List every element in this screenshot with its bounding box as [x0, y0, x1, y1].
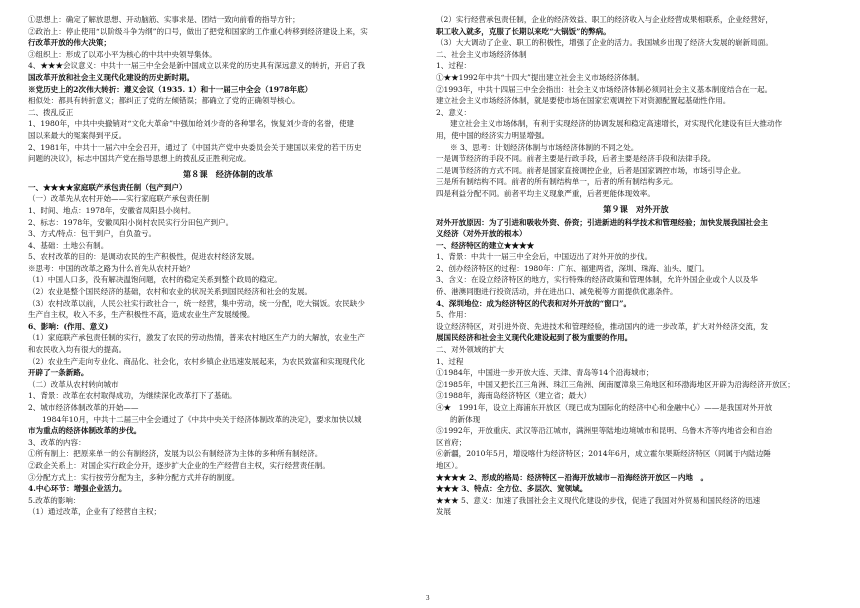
text-line: 国改革开放和社会主义现代化建设的历史新时期。 — [28, 72, 195, 82]
text-line: ③分配方式上：实行按劳分配为主，多种分配方式并存的制度。 — [28, 472, 240, 482]
text-line: ⑥新疆，2010年5月，增设喀什为经济特区；2014年6月，成立霍尔果斯经济特区（同属于内陆边陲 — [436, 449, 771, 459]
text-line: 一是调节经济的手段不同。前者主要是行政手段，后者主要是经济手段和法律手段。 — [436, 154, 716, 164]
text-line: 4、★★★会议意义：中共十一届三中全会是新中国成立以来党的历史具有深远意义的转折，开启了我 — [28, 61, 365, 71]
text-line: 1、时间、地点：1978年，安徽省凤阳县小岗村。 — [28, 205, 196, 215]
page-number: 3 — [426, 594, 430, 602]
text-line: 国以来最大的冤案得到平反。 — [28, 130, 127, 140]
text-line: ①1984年，中国进一步开放大连、天津、青岛等14个沿海城市； — [436, 368, 654, 378]
text-line: 的新体现 — [450, 414, 481, 424]
text-line: （2）农业是整个国民经济的基础，农村和农业的状况关系到国民经济和社会的发展。 — [28, 287, 313, 297]
text-line: ①思想上：确定了解放思想、开动脑筋、实事求是、团结一致向前看的指导方针； — [28, 15, 300, 24]
text-line: 5、作用： — [436, 310, 471, 320]
text-line: ①所有制上：把原来单一的公有制经济，发展为以公有制经济为主体的多种所有制经济。 — [28, 449, 323, 459]
text-line: 1、1980年，中共中央撤销对“文化大革命”中强加给刘少奇的各种罪名，恢复刘少奇的名誉，使建 — [28, 119, 355, 129]
text-line: 2、意义： — [436, 107, 471, 117]
text-line: 建立社会主义市场体制，有利于实现经济的协调发展和稳定高速增长，对实现代化建设有巨大推动作 — [450, 119, 783, 129]
text-line: 地区）。 — [436, 460, 463, 470]
text-line: 1、过程 — [436, 356, 464, 366]
text-line: 2、城市经济体制改革的开始—— — [28, 403, 139, 412]
text-line: 开辟了一条新路。 — [28, 368, 89, 378]
text-line: ★★★ 3、特点：全方位、多层次、宽领域。 — [436, 484, 588, 494]
text-line: 和农民收入均有很大的提高。 — [28, 345, 127, 355]
text-line: ⑤1992年，开放重庆、武汉等沿江城市，满洲里等陆地边境城市和昆明、乌鲁木齐等内地省会和自治 — [436, 426, 773, 436]
lesson-title: 第９课 对外开放 — [603, 203, 669, 214]
text-line: 3、方式/特点：包干到户，自负盈亏。 — [28, 229, 157, 239]
text-line: （1）中国人口多，没有解决温饱问题，农村的稳定关系到整个政局的稳定。 — [28, 275, 282, 285]
text-line: ②1993年，中共十四届三中全会指出：社会主义市场经济体制必须同社会主义基本制度结合在一起。 — [436, 84, 773, 94]
text-line: 2、1981年，中共十一届六中全会召开，通过了《中国共产党中央委员会关于建国以来党的若干历史 — [28, 142, 362, 152]
text-line: 义经济（对外开放的根本） — [436, 229, 527, 239]
text-line: 2、创办经济特区的过程：1980年：广东、福建两省，深圳、珠海、汕头、厦门。 — [436, 263, 710, 273]
section-heading: 二、对外领域的扩大 — [436, 345, 504, 355]
text-line: 对外开放原因：为了引进和吸收外资、侨资；引进新进的科学技术和管理经验；加快发展我国社会主 — [436, 217, 769, 227]
text-line: ③1988年，海南岛经济特区（建立省；最大） — [436, 391, 592, 401]
text-line: （1）家庭联产承包责任制的实行，激发了农民的劳动热情，普来农村地区生产力的大解放，农业生产 — [28, 333, 365, 343]
text-line: 行改革开放的伟大决策； — [28, 38, 112, 48]
text-line: （2）农业生产走向专业化、商品化、社会化，农村乡镇企业迅速发展起来，为农民致富和实现现代化 — [28, 356, 365, 366]
text-line: （3）农村改革以前，人民公社实行政社合一，统一经营，集中劳动，统一分配，吃大锅饭。农民缺少 — [28, 298, 365, 308]
text-line: 相似处：都具有转折意义；都纠正了党的左倾错误；都确立了党的正确领导核心。 — [28, 96, 300, 106]
section-heading: 一、经济特区的建立★★★★ — [436, 240, 535, 250]
text-line: ★★★ 5、意义：加速了我国社会主义现代化建设的步伐，促进了我国对外贸易和国民经济的迅速 — [436, 495, 761, 505]
text-line: 5、农村改革的目的：是调动农民的生产积极性，促进农村经济发展。 — [28, 252, 260, 262]
text-line: ④★ 1991年，设立上海浦东开放区（现已成为国际化的经济中心和金融中心）——是我国对外开放 — [436, 403, 773, 412]
text-line: 建立社会主义市场经济体制，就是要使市场在国家宏观调控下对资源配置起基础性作用。 — [436, 96, 731, 106]
text-line: ②政企关系上：对国企实行政企分开，逐步扩大企业的生产经营自主权，实行经营责任制。 — [28, 460, 330, 470]
text-line: 三是所有制结构不同。前者的所有制结构单一，后者的所有制结构多元。 — [436, 177, 678, 187]
text-line: （二）改革从农村转向城市 — [28, 379, 119, 389]
text-line: ※思考：中国的改革之路为什么首先从农村开始？ — [28, 263, 195, 273]
text-line: 2、标志：1978年，安徽凤阳小岗村农民实行分田包产到户。 — [28, 217, 234, 227]
left-column — [28, 14, 428, 518]
text-line: 发展 — [436, 507, 452, 517]
text-line: （3）大大调动了企业、职工的积极性，增强了企业的活力。我国城乡出现了经济大发展的崭新局面。 — [436, 38, 773, 48]
text-line: 设立经济特区，对引进外资、先进技术和管理经验，推动国内的进一步改革，扩大对外经济交流，发 — [436, 321, 769, 331]
text-line: 问题的决议》，标志中国共产党在指导思想上的拨乱反正胜利完成。 — [28, 154, 251, 164]
text-line: ②1985年，中国又把长江三角洲、珠江三角洲、闽南厦漳泉三角地区和环渤海地区开辟为沿海经济开放区； — [436, 379, 795, 389]
text-line: 1、背景：改革在农村取得成功，为继续深化改革打下了基础。 — [28, 391, 237, 401]
text-line: 5.改革的影响： — [28, 495, 81, 505]
text-line: 4、深圳地位：成为经济特区的代表和对外开放的“窗口”。 — [436, 298, 632, 308]
section-heading: 二、拨乱反正 — [28, 107, 74, 117]
text-line: 展国民经济和社会主义现代化建设起到了极为重要的作用。 — [436, 333, 633, 343]
text-line: 区首府； — [436, 437, 467, 447]
text-line: ※ 3、思考：计划经济体制与市场经济体制的不同之处。 — [450, 142, 639, 152]
text-line: 4、基础：土地公有制。 — [28, 240, 109, 250]
text-line: 生产自主权，收入不多，生产积极性不高，造成农业生产发展缓慢。 — [28, 310, 255, 320]
text-line: ★★★★ 2、形成的格局：经济特区－沿海开放城市－沿海经济开放区－内地 。 — [436, 472, 709, 482]
text-line: 3、含义：在设立经济特区的地方，实行特殊的经济政策和管理体制，允许外国企业或个人以及华 — [436, 275, 758, 285]
text-line: 侨、港澳同胞进行投资活动，并在进出口、减免税等方面提供优惠条件。 — [436, 287, 678, 297]
text-line: ②政治上：停止使用“以阶级斗争为纲”的口号，做出了把党和国家的工作重心转移到经济建设上来，实 — [28, 26, 368, 36]
text-line: 市为重点的经济体制改革的步伐。 — [28, 426, 142, 436]
text-line: （一）改革先从农村开始——实行家庭联产承包责任制 — [28, 194, 210, 204]
text-line: 1、背景：中共十一届三中全会后，中国迈出了对外开放的步伐。 — [436, 252, 653, 262]
section-heading: 一、★★★★家庭联产承包责任制（包产到户） — [28, 182, 187, 192]
text-line: 6、影响：(作用、意义) — [28, 321, 109, 331]
text-line: 3、改革的内容： — [28, 437, 86, 447]
text-line: （1）通过改革，企业有了经营自主权； — [28, 507, 162, 517]
text-line: 1、过程： — [436, 61, 471, 71]
text-line: ※党历史上的2次伟大转折：遵义会议（1935. 1）和十一届三中全会（1978年底） — [28, 84, 313, 94]
text-line: 职工收入就多，克服了长期以来吃“大锅饭”的弊病。 — [436, 26, 611, 36]
text-line: ③组织上：形成了以邓小平为核心的中共中央领导集体。 — [28, 49, 217, 59]
section-heading: 二、社会主义市场经济体制 — [436, 49, 527, 59]
text-line: 1984年10月，中共十二届三中全会通过了《中共中央关于经济体制改革的决定》，要求加快以城 — [42, 414, 362, 424]
text-line: （2）实行经营承包责任制，企业的经济效益、职工的经济收入与企业经营成果相联系，企业经营好， — [436, 15, 773, 24]
right-column — [436, 14, 836, 518]
text-line: ①★★1992年中共“十四大”提出建立社会主义市场经济体制。 — [436, 72, 645, 82]
text-line: 二是调节经济的方式不同。前者是国家直接调控企业，后者是国家调控市场，市场引导企业。 — [436, 165, 746, 175]
text-line: 4.中心环节：增强企业活力。 — [28, 484, 127, 494]
lesson-title: 第８课 经济体制的改革 — [182, 168, 274, 179]
text-line: 用，使中国的经济实力明显增强。 — [436, 130, 550, 140]
text-line: 四是利益分配不同。前者平均主义现象严重，后者更能体现效率。 — [436, 188, 655, 198]
